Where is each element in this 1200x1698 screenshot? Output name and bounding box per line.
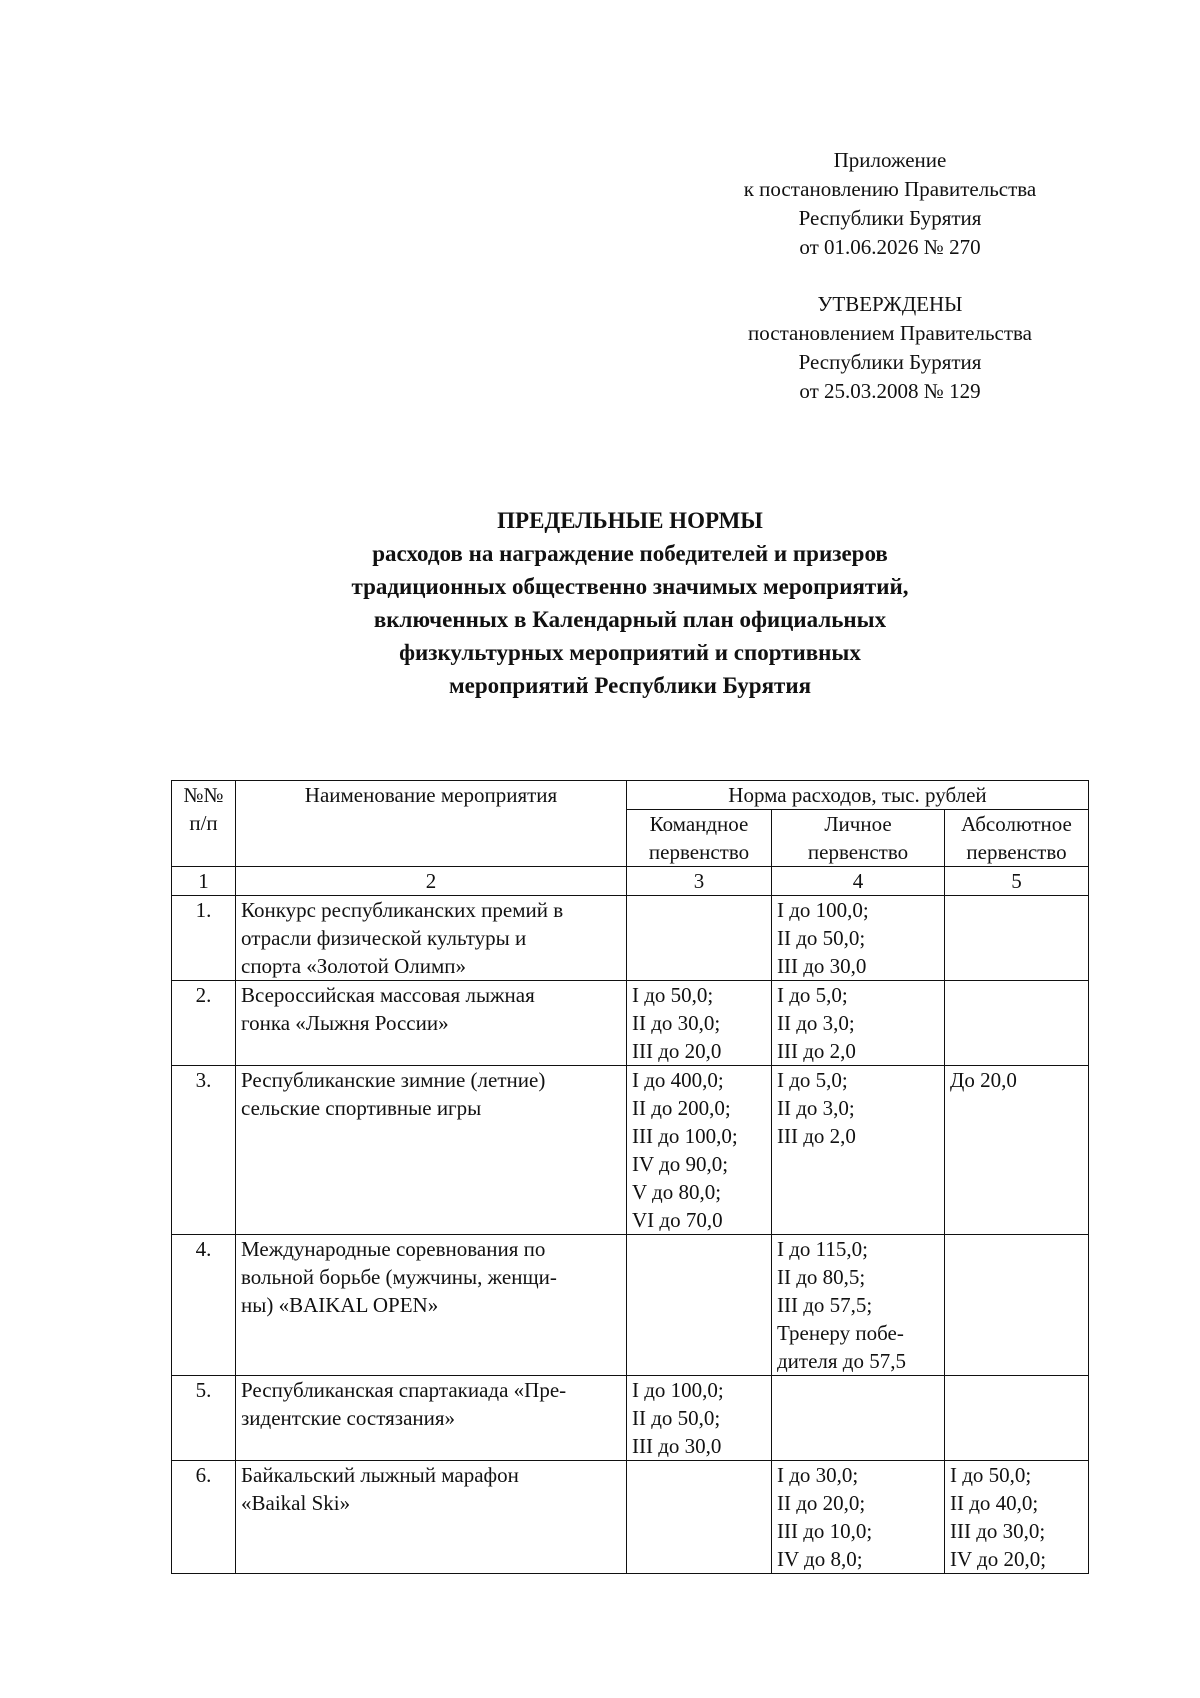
personal-norm-line: III до 10,0; [777, 1519, 873, 1543]
annex-line: Приложение [833, 148, 947, 172]
column-number: 4 [772, 867, 945, 896]
personal-norm-line: II до 3,0; [777, 1011, 855, 1035]
personal-norm-line: III до 2,0 [777, 1039, 856, 1063]
absolute-norm [945, 1066, 1089, 1235]
absolute-norm [945, 981, 1089, 1066]
header-personal [772, 810, 945, 867]
row-number-line: 4. [195, 1237, 212, 1261]
absolute-norm-line: IV до 20,0; [950, 1547, 1047, 1571]
absolute-norm-line: II до 40,0; [950, 1491, 1039, 1515]
header-absolute-line: Абсолютное [961, 812, 1072, 836]
team-norm-line: I до 400,0; [632, 1068, 724, 1092]
absolute-norm [945, 1461, 1089, 1574]
event-name-line: Международные соревнования по [241, 1237, 546, 1261]
personal-norm-line: II до 3,0; [777, 1096, 855, 1120]
row-number [172, 1235, 236, 1376]
team-norm-line: I до 100,0; [632, 1378, 724, 1402]
title-line: физкультурных мероприятий и спортивных [399, 640, 861, 665]
personal-norm [772, 1235, 945, 1376]
personal-norm-line: IV до 8,0; [777, 1547, 863, 1571]
event-name [236, 1376, 627, 1461]
team-norm-line: VI до 70,0 [632, 1208, 723, 1232]
header-row [172, 781, 1089, 810]
personal-norm-line: Тренеру побе- [777, 1321, 904, 1345]
approved-line: УТВЕРЖДЕНЫ [817, 292, 963, 316]
team-norm-line: II до 200,0; [632, 1096, 731, 1120]
team-norm-line: IV до 90,0; [632, 1152, 729, 1176]
event-name-line: зидентские состязания» [241, 1406, 456, 1430]
title-line: ПРЕДЕЛЬНЫЕ НОРМЫ [497, 508, 763, 533]
title-line: мероприятий Республики Бурятия [448, 673, 812, 698]
row-number [172, 1376, 236, 1461]
header-name: Наименование мероприятия [236, 781, 627, 867]
team-norm [627, 1461, 772, 1574]
row-number-line: 1. [195, 898, 212, 922]
header-num [172, 781, 236, 867]
team-norm-line: II до 50,0; [632, 1406, 721, 1430]
event-name [236, 896, 627, 981]
column-number: 1 [172, 867, 236, 896]
row-number [172, 1461, 236, 1574]
title-line: традиционных общественно значимых мероприятий, [351, 574, 909, 599]
annex-line: к постановлению Правительства [743, 177, 1037, 201]
personal-norm [772, 1461, 945, 1574]
event-name-line: сельские спортивные игры [241, 1096, 482, 1120]
row-number [172, 1066, 236, 1235]
annex-line: от 01.06.2026 № 270 [799, 235, 981, 259]
personal-norm-line: III до 30,0 [777, 954, 867, 978]
annex-block [700, 146, 1080, 406]
team-norm-line: III до 20,0 [632, 1039, 722, 1063]
event-name-line: Республиканская спартакиада «Пре- [241, 1378, 567, 1402]
absolute-norm [945, 1376, 1089, 1461]
team-norm-line: II до 30,0; [632, 1011, 721, 1035]
table-row [172, 1376, 1089, 1461]
row-number [172, 981, 236, 1066]
event-name-line: спорта «Золотой Олимп» [241, 954, 467, 978]
team-norm [627, 1235, 772, 1376]
team-norm [627, 1066, 772, 1235]
team-norm [627, 896, 772, 981]
annex-spacer [700, 262, 1080, 290]
row-number-line: 5. [195, 1378, 212, 1402]
column-number: 3 [627, 867, 772, 896]
personal-norm [772, 1066, 945, 1235]
row-number-line: 3. [195, 1068, 212, 1092]
title-line: расходов на награждение победителей и призеров [372, 541, 888, 566]
absolute-norm-line: I до 50,0; [950, 1463, 1032, 1487]
event-name-line: Республиканские зимние (летние) [241, 1068, 546, 1092]
header-team-line: Командное [649, 812, 749, 836]
row-number-line: 6. [195, 1463, 212, 1487]
personal-norm-line: I до 115,0; [777, 1237, 868, 1261]
event-name-line: гонка «Лыжня России» [241, 1011, 449, 1035]
header-norm: Норма расходов, тыс. рублей [627, 781, 1089, 810]
header-personal-line: первенство [807, 840, 909, 864]
event-name [236, 1461, 627, 1574]
event-name-line: отрасли физической культуры и [241, 926, 527, 950]
table-row [172, 1461, 1089, 1574]
team-norm-line: III до 30,0 [632, 1434, 722, 1458]
personal-norm-line: дителя до 57,5 [777, 1349, 906, 1373]
approved-line: Республики Бурятия [798, 350, 982, 374]
team-norm-line: III до 100,0; [632, 1124, 738, 1148]
header-absolute-line: первенство [966, 840, 1067, 864]
personal-norm-line: II до 80,5; [777, 1265, 866, 1289]
absolute-norm-line: До 20,0 [950, 1068, 1017, 1092]
row-number [172, 896, 236, 981]
column-number-row [172, 867, 1089, 896]
header-absolute [945, 810, 1089, 867]
team-norm-line: V до 80,0; [632, 1180, 722, 1204]
team-norm [627, 1376, 772, 1461]
event-name-line: вольной борьбе (мужчины, женщи- [241, 1265, 557, 1289]
personal-norm-line: II до 50,0; [777, 926, 866, 950]
header-personal-line: Личное [824, 812, 892, 836]
personal-norm-line: II до 20,0; [777, 1491, 866, 1515]
event-name-line: Конкурс республиканских премий в [241, 898, 564, 922]
event-name-line: Байкальский лыжный марафон [241, 1463, 519, 1487]
title-line: включенных в Календарный план официальных [373, 607, 887, 632]
event-name [236, 1066, 627, 1235]
personal-norm-line: III до 2,0 [777, 1124, 856, 1148]
personal-norm-line: I до 5,0; [777, 1068, 848, 1092]
personal-norm-line: I до 100,0; [777, 898, 869, 922]
absolute-norm [945, 1235, 1089, 1376]
event-name-line: ны) «BAIKAL OPEN» [241, 1293, 439, 1317]
norms-table-body [172, 781, 1089, 1574]
approved-line: постановлением Правительства [747, 321, 1032, 345]
column-number: 2 [236, 867, 627, 896]
absolute-norm-line: III до 30,0; [950, 1519, 1046, 1543]
row-number-line: 2. [195, 983, 212, 1007]
absolute-norm [945, 896, 1089, 981]
table-row [172, 1235, 1089, 1376]
team-norm [627, 981, 772, 1066]
header-team-line: первенство [648, 840, 750, 864]
event-name-line: «Baikal Ski» [241, 1491, 351, 1515]
team-norm-line: I до 50,0; [632, 983, 714, 1007]
personal-norm [772, 1376, 945, 1461]
header-num-line: №№ [183, 783, 224, 807]
personal-norm-line: I до 5,0; [777, 983, 848, 1007]
event-name-line: Всероссийская массовая лыжная [241, 983, 535, 1007]
personal-norm-line: I до 30,0; [777, 1463, 859, 1487]
table-row [172, 1066, 1089, 1235]
header-num-line: п/п [189, 811, 218, 835]
header-team [627, 810, 772, 867]
event-name [236, 981, 627, 1066]
event-name [236, 1235, 627, 1376]
personal-norm [772, 981, 945, 1066]
column-number: 5 [945, 867, 1089, 896]
table-row [172, 896, 1089, 981]
approved-line: от 25.03.2008 № 129 [799, 379, 981, 403]
table-row [172, 981, 1089, 1066]
personal-norm [772, 896, 945, 981]
norms-table [171, 780, 1089, 1574]
annex-line: Республики Бурятия [798, 206, 982, 230]
document-title [150, 504, 1110, 702]
personal-norm-line: III до 57,5; [777, 1293, 873, 1317]
